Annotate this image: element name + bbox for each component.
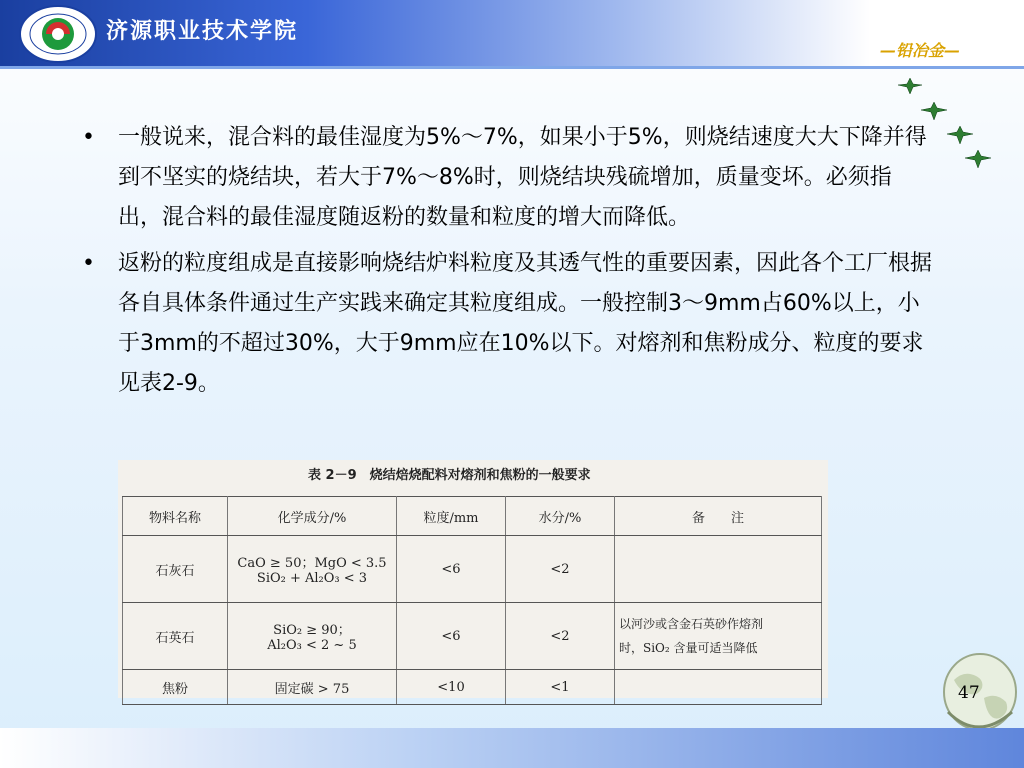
- school-name: 济源职业技术学院: [106, 19, 299, 44]
- page-number: 47: [958, 683, 980, 703]
- size-cell: <6: [397, 603, 506, 670]
- school-logo: [18, 4, 98, 64]
- bullet-text: 一般说来，混合料的最佳湿度为5%～7%，如果小于5%，则烧结速度大大下降并得到不坚实的烧结块，若大于7%～8%时，则烧结块残硫增加，质量变坏。必须指出，混合料的最佳湿度随返粉的数量和粒度的增大而降低。: [118, 125, 927, 230]
- note-line: 以河沙或含金石英砂作熔剂: [619, 617, 764, 631]
- material-name-cell: 石英石: [123, 603, 228, 670]
- table-caption: 表 2－9 烧结焙烧配料对熔剂和焦粉的一般要求: [308, 468, 591, 483]
- note-cell: [615, 536, 822, 603]
- bullet-item: [82, 244, 932, 404]
- bullet-dot: •: [82, 125, 95, 150]
- chemistry-line: CaO ≥ 50；MgO < 3.5: [237, 556, 387, 571]
- water-cell: <1: [506, 670, 615, 705]
- note-cell: [615, 603, 822, 670]
- table-row: [123, 603, 822, 670]
- table-row: [123, 536, 822, 603]
- note-line: 时，SiO₂ 含量可适当降低: [619, 641, 758, 655]
- size-cell: <10: [397, 670, 506, 705]
- bullet-dot: •: [82, 251, 95, 276]
- requirements-table: [122, 496, 822, 705]
- chemistry-cell: 固定碳 > 75: [228, 670, 397, 705]
- note-cell: [615, 670, 822, 705]
- table-header-row: [123, 497, 822, 536]
- table-header-cell: 化学成分/%: [228, 497, 397, 536]
- table-header-cell: 物料名称: [123, 497, 228, 536]
- water-cell: <2: [506, 603, 615, 670]
- water-cell: <2: [506, 536, 615, 603]
- chemistry-line: Al₂O₃ < 2 ~ 5: [267, 638, 357, 653]
- chemistry-cell: [228, 536, 397, 603]
- chemistry-line: SiO₂ ≥ 90；: [273, 623, 351, 638]
- table-header-cell: 备 注: [615, 497, 822, 536]
- course-subject: —铅冶金—: [879, 41, 960, 60]
- size-cell: <6: [397, 536, 506, 603]
- chemistry-cell: [228, 603, 397, 670]
- table-row: [123, 670, 822, 705]
- chemistry-line: SiO₂ + Al₂O₃ < 3: [256, 571, 368, 586]
- requirements-table-image: [118, 460, 828, 698]
- bullet-text: 返粉的粒度组成是直接影响烧结炉料粒度及其透气性的重要因素，因此各个工厂根据各自具体条件通过生产实践来确定其粒度组成。一般控制3～9mm占60%以上，小于3mm的不超过30%，大于9mm应在10%以下。对熔剂和焦粉成分、粒度的要求见表2-9。: [118, 251, 933, 396]
- bullet-item: [82, 118, 932, 238]
- table-header-cell: 水分/%: [506, 497, 615, 536]
- main-content: [82, 118, 932, 410]
- material-name-cell: 焦粉: [123, 670, 228, 705]
- table-header-cell: 粒度/mm: [397, 497, 506, 536]
- material-name-cell: 石灰石: [123, 536, 228, 603]
- header-divider: [0, 66, 1024, 69]
- footer-bar: [0, 728, 1024, 768]
